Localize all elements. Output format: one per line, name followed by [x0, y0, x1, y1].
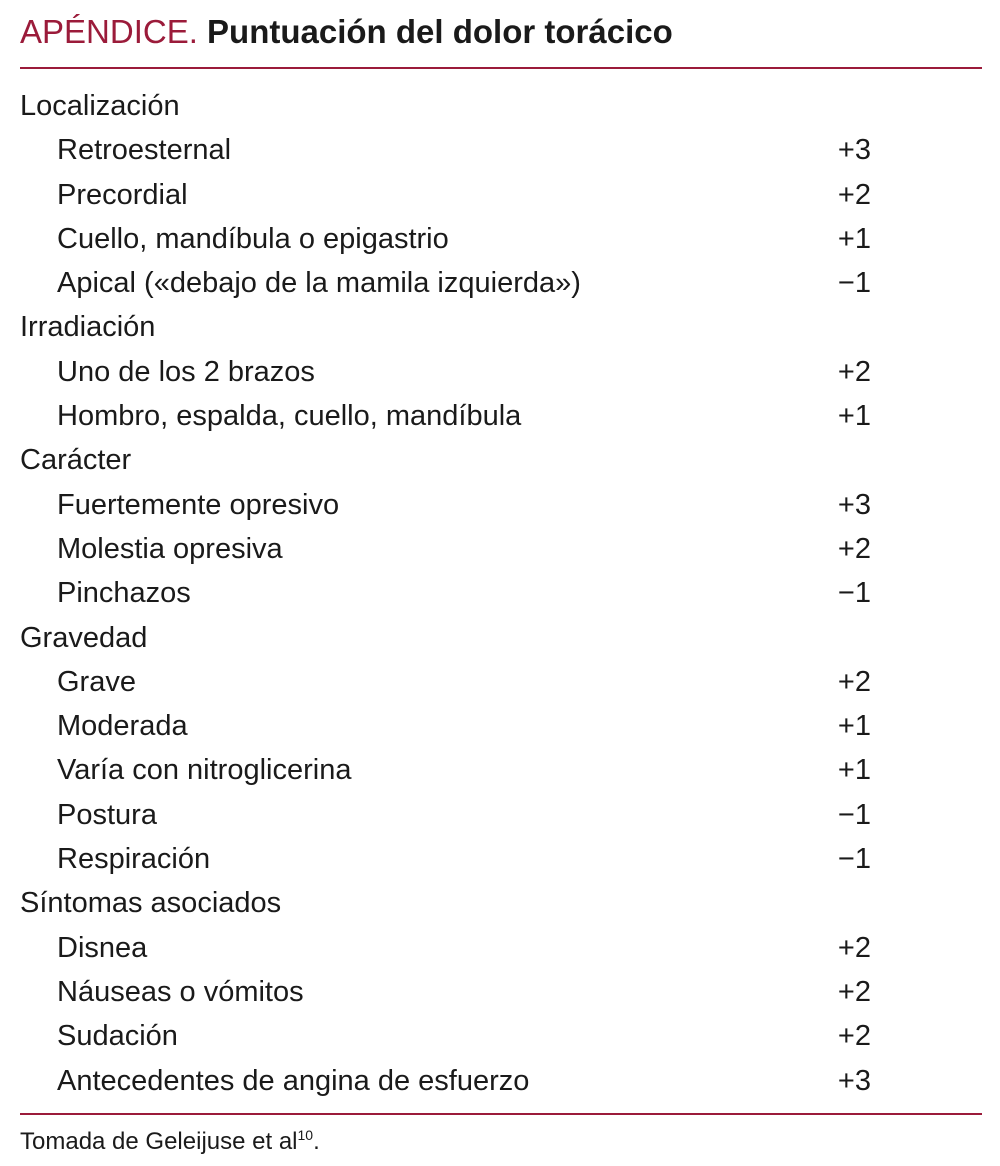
table-row	[20, 394, 982, 438]
section-header: Carácter	[20, 444, 132, 477]
table-row	[20, 217, 982, 261]
criterion-score: −1	[837, 843, 871, 876]
table-row	[20, 1014, 982, 1058]
criterion-score: +1	[837, 400, 871, 433]
table-row	[20, 926, 982, 970]
section-header: Irradiación	[20, 311, 156, 344]
criterion-score: +1	[837, 754, 871, 787]
criterion-label: Respiración	[57, 843, 211, 876]
criterion-label: Cuello, mandíbula o epigastrio	[57, 222, 449, 255]
criterion-score: −1	[837, 798, 871, 831]
top-divider	[20, 67, 982, 69]
criterion-label: Retroesternal	[57, 134, 232, 167]
table-row	[20, 571, 982, 615]
criterion-label: Varía con nitroglicerina	[57, 754, 352, 787]
criterion-score: −1	[837, 267, 871, 300]
criterion-label: Grave	[57, 665, 136, 698]
table-row	[20, 837, 982, 881]
appendix-title	[20, 8, 980, 56]
criterion-label: Uno de los 2 brazos	[57, 355, 315, 388]
criterion-label: Precordial	[57, 178, 188, 211]
table-row	[20, 660, 982, 704]
criterion-score: +1	[837, 222, 871, 255]
criterion-label: Hombro, espalda, cuello, mandíbula	[57, 400, 522, 433]
table-row	[20, 261, 982, 305]
table-row	[20, 128, 982, 172]
criterion-score: +2	[837, 975, 871, 1008]
criterion-label: Fuertemente opresivo	[57, 488, 340, 521]
criterion-score: +2	[837, 532, 871, 565]
table-row	[20, 1059, 982, 1103]
section-header: Síntomas asociados	[20, 887, 282, 920]
table-row	[20, 483, 982, 527]
criterion-score: +2	[837, 665, 871, 698]
chest-pain-score-table	[20, 84, 982, 1103]
criterion-label: Antecedentes de angina de esfuerzo	[57, 1064, 530, 1097]
criterion-label: Postura	[57, 798, 157, 831]
table-row	[20, 970, 982, 1014]
criterion-label: Apical («debajo de la mamila izquierda»)	[57, 267, 581, 300]
criterion-score: +2	[837, 1020, 871, 1053]
criterion-score: +2	[837, 931, 871, 964]
criterion-score: −1	[837, 577, 871, 610]
criterion-label: Moderada	[57, 710, 188, 743]
criterion-score: +1	[837, 710, 871, 743]
criterion-score: +3	[837, 134, 871, 167]
appendix-label: APÉNDICE.	[20, 13, 198, 50]
criterion-score: +2	[837, 178, 871, 211]
criterion-label: Pinchazos	[57, 577, 191, 610]
criterion-score: +3	[837, 488, 871, 521]
table-row	[20, 350, 982, 394]
table-row	[20, 793, 982, 837]
section-header: Localización	[20, 90, 180, 122]
source-reference: 10	[297, 1127, 314, 1143]
source-footnote	[20, 1124, 320, 1160]
table-row	[20, 527, 982, 571]
table-row	[20, 704, 982, 748]
source-text: Tomada de Geleijuse et al	[20, 1128, 298, 1155]
criterion-score: +2	[837, 355, 871, 388]
criterion-label: Disnea	[57, 931, 148, 964]
bottom-divider	[20, 1113, 982, 1115]
table-row	[20, 173, 982, 217]
criterion-label: Sudación	[57, 1020, 178, 1053]
appendix-heading: Puntuación del dolor torácico	[207, 13, 673, 50]
source-suffix: .	[313, 1128, 320, 1155]
criterion-label: Náuseas o vómitos	[57, 975, 304, 1008]
table-row	[20, 748, 982, 792]
section-header: Gravedad	[20, 621, 148, 654]
criterion-label: Molestia opresiva	[57, 532, 283, 565]
criterion-score: +3	[837, 1064, 871, 1097]
